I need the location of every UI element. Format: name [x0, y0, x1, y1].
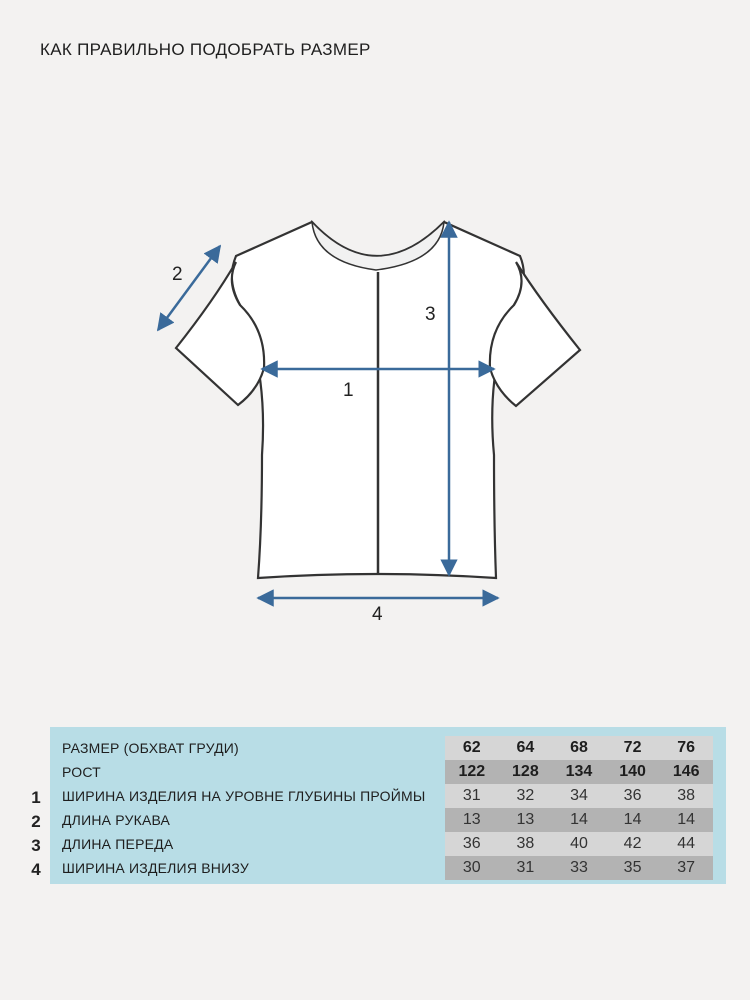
table-cell: 140	[619, 763, 646, 780]
measurement-values	[445, 832, 713, 856]
measurement-values	[445, 808, 713, 832]
page-title: КАК ПРАВИЛЬНО ПОДОБРАТЬ РАЗМЕР	[40, 40, 371, 59]
table-cell: 14	[677, 811, 696, 828]
table-cell: 122	[458, 763, 486, 780]
table-row	[50, 784, 726, 808]
dimension-label-1: 1	[343, 380, 354, 401]
size-values	[445, 736, 713, 760]
table-cell: 30	[462, 859, 481, 876]
table-row	[50, 808, 726, 832]
table-cell: 64	[516, 739, 535, 756]
table-cell: 31	[462, 787, 481, 804]
table-cell: 128	[512, 763, 539, 780]
table-cell: 14	[623, 811, 642, 828]
table-row	[50, 832, 726, 856]
measurement-label: ДЛИНА РУКАВА	[62, 812, 171, 828]
table-cell: 36	[462, 835, 481, 852]
row-number-4: 4	[31, 860, 41, 879]
table-cell: 38	[677, 787, 696, 804]
table-cell: 68	[570, 739, 588, 756]
table-cell: 134	[565, 763, 593, 780]
table-cell: 42	[623, 835, 642, 852]
table-cell: 38	[516, 835, 535, 852]
table-cell: 32	[516, 787, 535, 804]
table-cell: 33	[570, 859, 588, 876]
row-number-3: 3	[31, 836, 41, 855]
height-values	[445, 760, 713, 784]
height-row-label: РОСТ	[62, 764, 101, 780]
row-number-2: 2	[31, 812, 41, 831]
table-cell: 36	[623, 787, 642, 804]
row-number-1: 1	[31, 788, 41, 807]
dimension-label-4: 4	[372, 604, 383, 625]
table-cell: 31	[516, 859, 535, 876]
table-cell: 37	[677, 859, 696, 876]
size-table	[50, 727, 726, 884]
table-cell: 35	[623, 859, 642, 876]
table-cell: 72	[623, 739, 642, 756]
dimension-label-3: 3	[425, 304, 436, 325]
table-cell: 13	[516, 811, 535, 828]
table-cell: 13	[462, 811, 481, 828]
table-cell: 62	[462, 739, 481, 756]
table-cell: 14	[570, 811, 588, 828]
measurement-label: ШИРИНА ИЗДЕЛИЯ ВНИЗУ	[62, 860, 249, 876]
measurement-label: ДЛИНА ПЕРЕДА	[62, 836, 174, 852]
measurement-values	[445, 856, 713, 880]
table-header-row-height	[50, 760, 726, 784]
table-cell: 146	[672, 763, 700, 780]
table-row	[50, 856, 726, 880]
size-row-label: РАЗМЕР (ОБХВАТ ГРУДИ)	[62, 740, 239, 756]
measurement-label: ШИРИНА ИЗДЕЛИЯ НА УРОВНЕ ГЛУБИНЫ ПРОЙМЫ	[62, 788, 426, 804]
dimension-label-2: 2	[172, 264, 183, 285]
table-cell: 44	[677, 835, 696, 852]
table-cell: 76	[677, 739, 696, 756]
measurement-values	[445, 784, 713, 808]
table-cell: 40	[570, 835, 588, 852]
table-header-row-size	[50, 736, 726, 760]
table-cell: 34	[570, 787, 588, 804]
